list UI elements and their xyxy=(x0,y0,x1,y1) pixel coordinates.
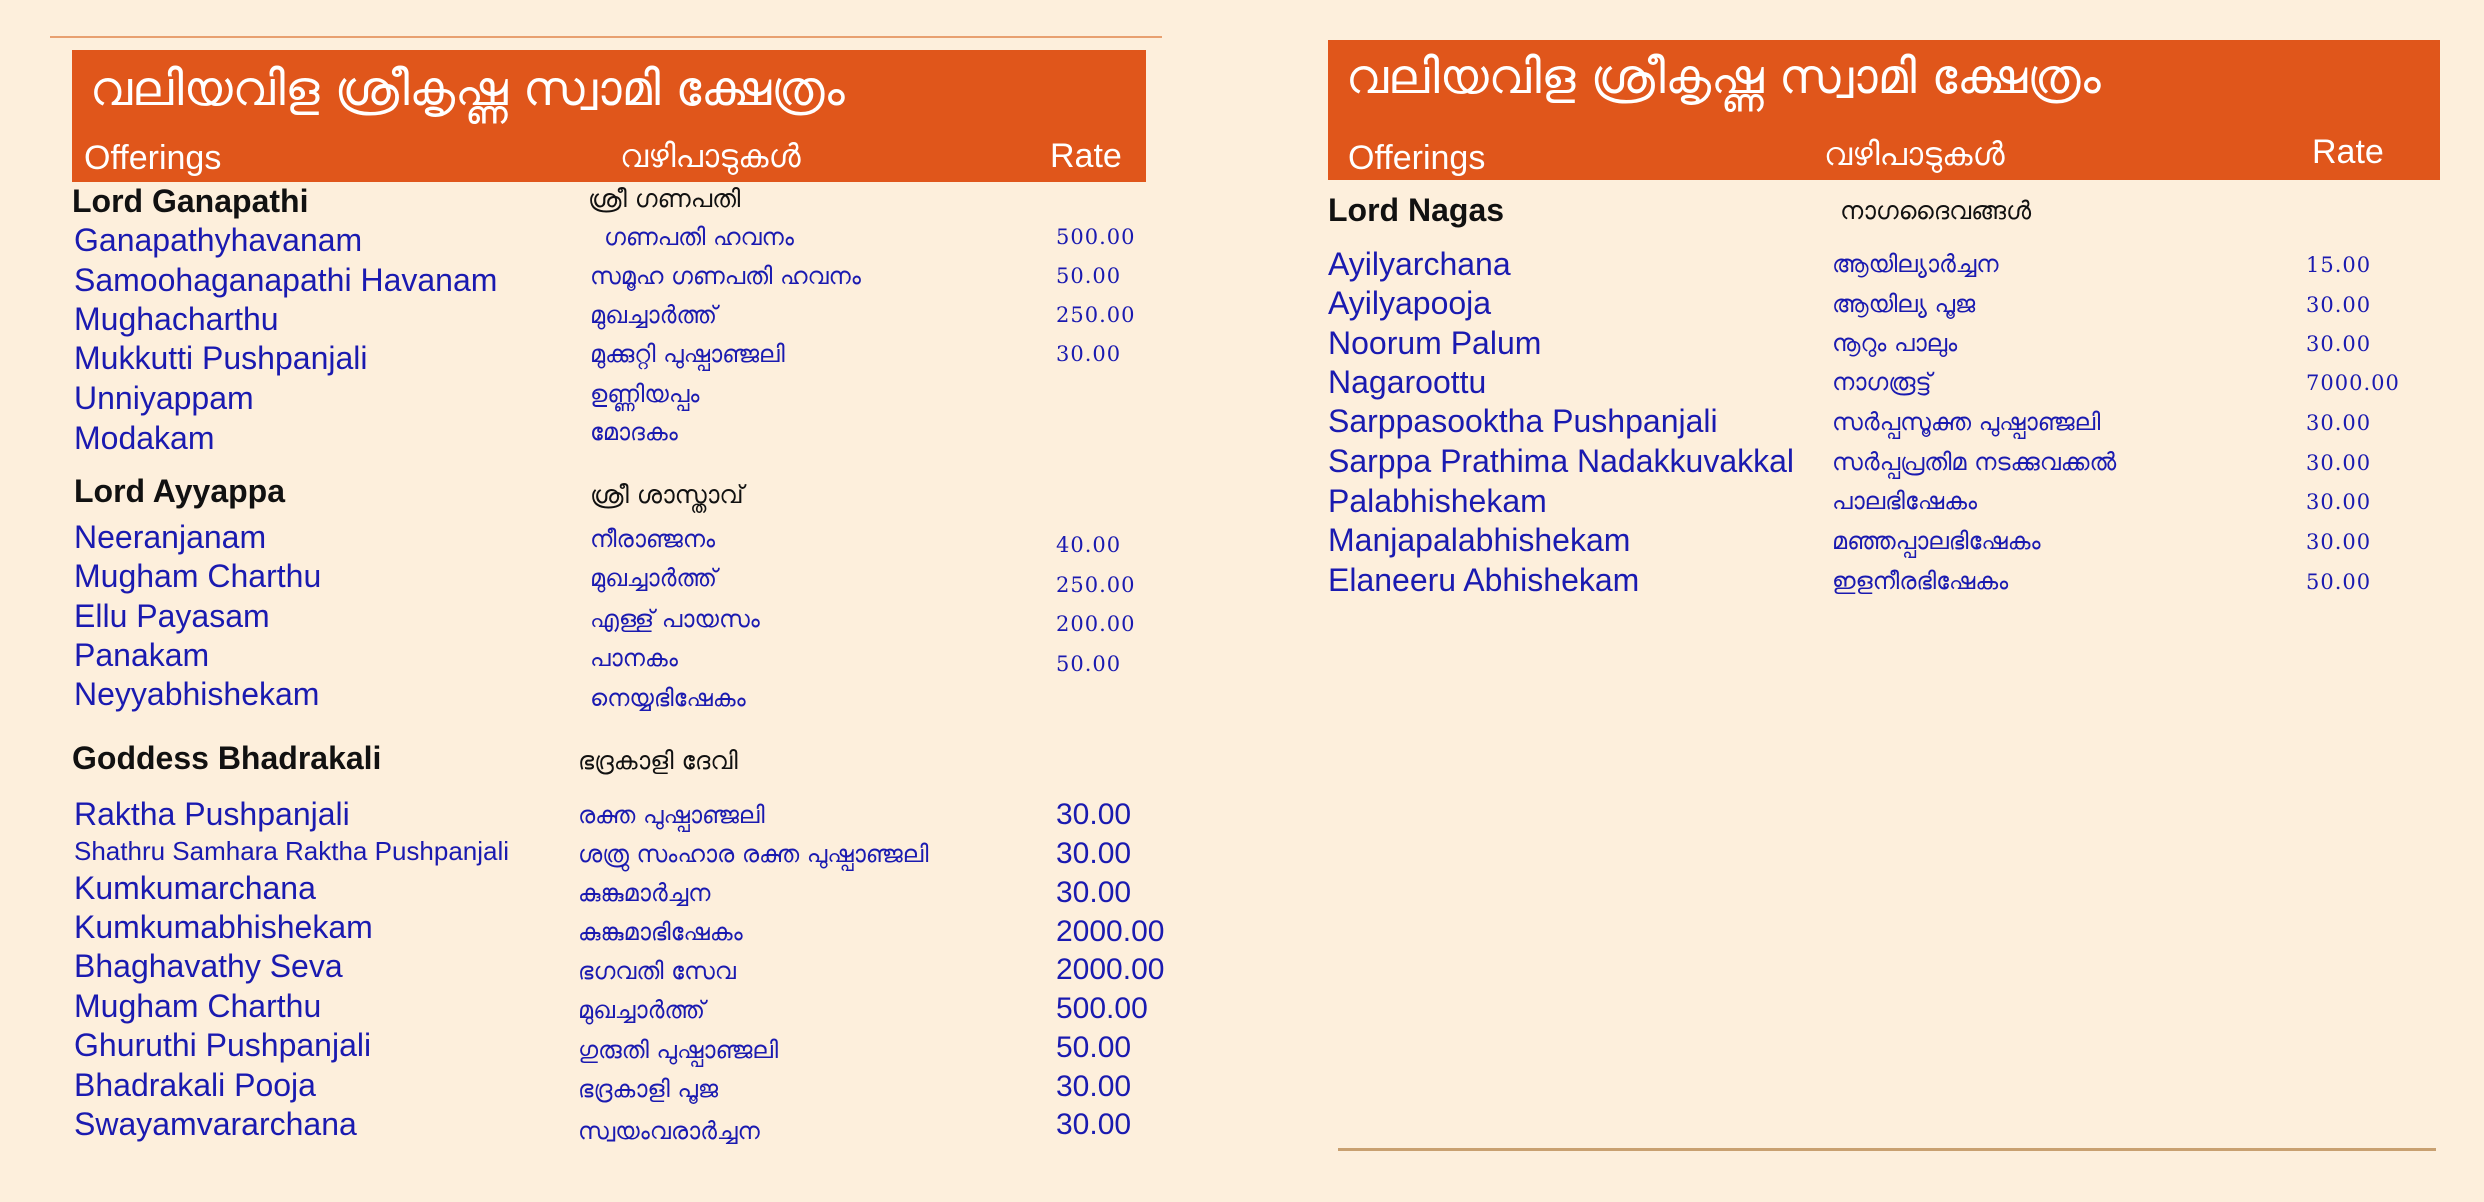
list-item: Sarppasooktha Pushpanjali xyxy=(1328,403,1718,439)
section-title: Lord Ganapathi xyxy=(72,183,309,219)
list-item-ml: മുഖച്ചാർത്ത് xyxy=(590,564,718,592)
list-item-rate: 50.00 xyxy=(1056,1031,1132,1064)
list-item-rate: 15.00 xyxy=(2306,253,2372,277)
section-title-ml: ശ്രീ ഗണപതി xyxy=(588,184,741,213)
col-rate: Rate xyxy=(2312,133,2384,171)
list-item: Nagaroottu xyxy=(1328,364,1487,400)
list-item: Shathru Samhara Raktha Pushpanjali xyxy=(74,836,510,866)
list-item-rate: 40.00 xyxy=(1056,533,1122,557)
list-item-ml: രക്ത പുഷ്പാഞ്ജലി xyxy=(578,801,765,829)
list-item: Ayilyapooja xyxy=(1328,285,1492,321)
list-item-ml: നൂറും പാലും xyxy=(1832,329,1958,357)
col-offerings-ml: വഴിപാടുകൾ xyxy=(1824,135,2005,173)
list-item-rate: 30.00 xyxy=(2306,451,2372,475)
list-item-rate: 30.00 xyxy=(1056,798,1132,831)
section-title-ml: ഭദ്രകാളി ദേവി xyxy=(578,746,738,775)
temple-title: വലിയവിള ശ്രീകൃഷ്ണ സ്വാമി ക്ഷേത്രം xyxy=(1346,49,2101,105)
list-item: Ganapathyhavanam xyxy=(74,222,363,258)
list-item-ml: നാഗരൂട്ട് xyxy=(1832,368,1932,396)
list-item: Mukkutti Pushpanjali xyxy=(74,340,368,376)
list-item-ml: സർപ്പപ്രതിമ നടക്കുവക്കൽ xyxy=(1832,448,2117,476)
list-item: Kumkumarchana xyxy=(74,870,316,906)
list-item-rate: 50.00 xyxy=(2306,570,2372,594)
list-item-rate: 2000.00 xyxy=(1056,953,1165,986)
bottom-divider xyxy=(1338,1148,2436,1151)
section-title-ml: നാഗദൈവങ്ങൾ xyxy=(1840,196,2032,225)
section-title: Lord Ayyappa xyxy=(74,473,285,509)
list-item: Ayilyarchana xyxy=(1328,246,1511,282)
list-item-ml: സ്വയംവരാർച്ചന xyxy=(578,1117,760,1145)
list-item-rate: 30.00 xyxy=(2306,332,2372,356)
list-item-ml: ഗണപതി ഹവനം xyxy=(604,223,794,251)
list-item-rate: 500.00 xyxy=(1056,992,1148,1025)
list-item-rate: 2000.00 xyxy=(1056,915,1165,948)
list-item-rate: 50.00 xyxy=(1056,652,1122,676)
list-item: Neyyabhishekam xyxy=(74,676,320,712)
list-item-ml: മഞ്ഞപ്പാലഭിഷേകം xyxy=(1832,527,2041,555)
list-item: Palabhishekam xyxy=(1328,483,1547,519)
list-item: Manjapalabhishekam xyxy=(1328,522,1631,558)
list-item-rate: 250.00 xyxy=(1056,573,1136,597)
list-item: Neeranjanam xyxy=(74,519,267,555)
list-item: Kumkumabhishekam xyxy=(74,909,373,945)
list-item-rate: 30.00 xyxy=(2306,530,2372,554)
list-item-rate: 30.00 xyxy=(1056,876,1132,909)
section-title-ml: ശ്രീ ശാസ്താവ് xyxy=(590,480,744,509)
list-item-ml: കുങ്കുമാർച്ചന xyxy=(578,879,711,907)
list-item: Bhadrakali Pooja xyxy=(74,1067,316,1103)
list-item-rate: 30.00 xyxy=(1056,837,1132,870)
list-item-ml: ഇളനീരഭിഷേകം xyxy=(1832,567,2009,595)
offerings-list-right xyxy=(1300,0,2484,1202)
list-item-ml: മുഖച്ചാർത്ത് xyxy=(578,996,706,1024)
list-item-ml: മുക്കുറ്റി പുഷ്പാഞ്ജലി xyxy=(590,340,785,368)
list-item-rate: 30.00 xyxy=(2306,411,2372,435)
col-rate: Rate xyxy=(1050,137,1122,175)
list-item-ml: സമൂഹ ഗണപതി ഹവനം xyxy=(590,262,861,290)
list-item: Mughacharthu xyxy=(74,301,279,337)
list-item-ml: ഉണ്ണിയപ്പം xyxy=(590,380,700,408)
list-item-ml: പാലഭിഷേകം xyxy=(1832,487,1978,515)
section-title: Lord Nagas xyxy=(1328,192,1505,228)
list-item-ml: സർപ്പസൂക്ത പുഷ്പാഞ്ജലി xyxy=(1832,408,2101,436)
list-item: Panakam xyxy=(74,637,210,673)
list-item: Mugham Charthu xyxy=(74,988,322,1024)
list-item: Noorum Palum xyxy=(1328,325,1542,361)
list-item: Modakam xyxy=(74,420,215,456)
header-banner xyxy=(1328,40,2440,180)
list-item-ml: ആയില്യ പൂജ xyxy=(1832,290,1976,318)
list-item: Raktha Pushpanjali xyxy=(74,796,350,832)
list-item-rate: 250.00 xyxy=(1056,303,1136,327)
list-item: Unniyappam xyxy=(74,380,254,416)
list-item-rate: 30.00 xyxy=(1056,1108,1132,1141)
list-item-ml: നെയ്യഭിഷേകം xyxy=(590,684,746,712)
list-item-ml: ഭദ്രകാളി പൂജ xyxy=(578,1075,719,1103)
list-item: Swayamvararchana xyxy=(74,1106,357,1142)
top-divider xyxy=(50,36,1162,38)
list-item-ml: ഗുരുതി പുഷ്പാഞ്ജലി xyxy=(578,1036,779,1064)
list-item-rate: 7000.00 xyxy=(2306,371,2400,395)
col-offerings-ml: വഴിപാടുകൾ xyxy=(620,137,801,175)
list-item-rate: 30.00 xyxy=(2306,293,2372,317)
header-banner xyxy=(72,50,1146,182)
list-item: Samoohaganapathi Havanam xyxy=(74,262,498,298)
list-item-rate: 30.00 xyxy=(1056,1070,1132,1103)
list-item: Ghuruthi Pushpanjali xyxy=(74,1027,372,1063)
list-item: Bhaghavathy Seva xyxy=(74,948,343,984)
list-item-rate: 500.00 xyxy=(1056,225,1136,249)
section-title: Goddess Bhadrakali xyxy=(72,740,382,776)
list-item-ml: നീരാഞ്ജനം xyxy=(590,525,716,553)
list-item-rate: 50.00 xyxy=(1056,264,1122,288)
list-item-ml: മുഖച്ചാർത്ത് xyxy=(590,301,718,329)
list-item-rate: 200.00 xyxy=(1056,612,1136,636)
list-item-rate: 30.00 xyxy=(2306,490,2372,514)
col-offerings: Offerings xyxy=(1348,139,1486,177)
list-item-ml: കുങ്കുമാഭിഷേകം xyxy=(578,918,743,946)
list-item: Sarppa Prathima Nadakkuvakkal xyxy=(1328,443,1795,479)
offerings-list-left xyxy=(0,0,1200,1202)
list-item-ml: മോദകം xyxy=(590,418,678,446)
list-item-ml: ശത്രു സംഹാര രക്ത പുഷ്പാഞ്ജലി xyxy=(578,840,929,868)
temple-title: വലിയവിള ശ്രീകൃഷ്ണ സ്വാമി ക്ഷേത്രം xyxy=(90,61,845,117)
list-item-ml: പാനകം xyxy=(590,644,678,672)
list-item: Mugham Charthu xyxy=(74,558,322,594)
list-item: Ellu Payasam xyxy=(74,598,270,634)
list-item-ml: ഭഗവതി സേവ xyxy=(578,957,736,985)
col-offerings: Offerings xyxy=(84,139,222,177)
list-item-rate: 30.00 xyxy=(1056,342,1122,366)
list-item-ml: ആയില്യാർച്ചന xyxy=(1832,250,1999,278)
list-item-ml: എള്ള് പായസം xyxy=(590,605,760,633)
list-item: Elaneeru Abhishekam xyxy=(1328,562,1640,598)
